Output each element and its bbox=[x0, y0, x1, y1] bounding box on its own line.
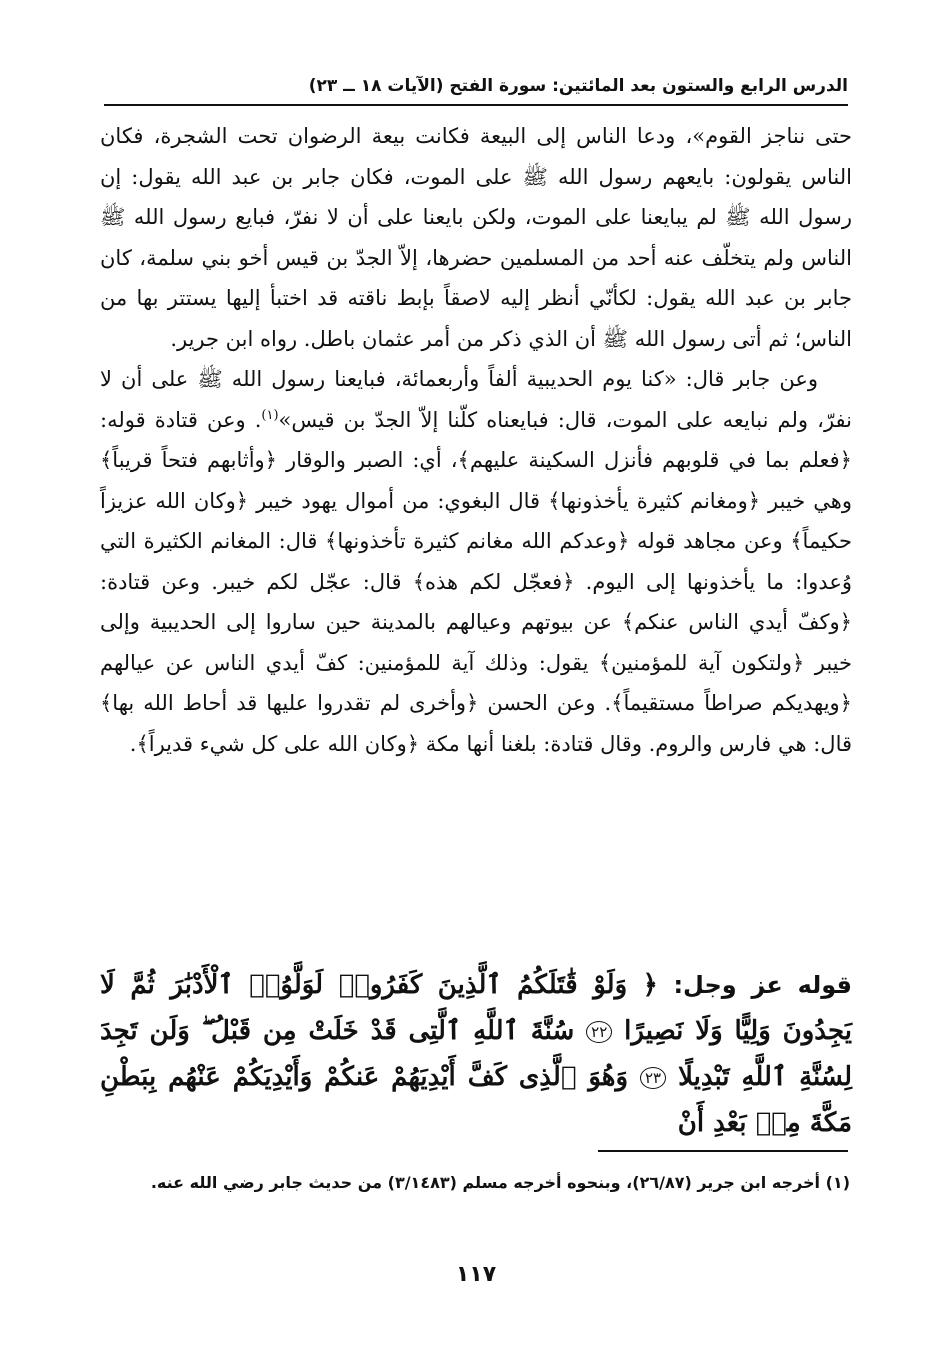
running-header: الدرس الرابع والستون بعد المائتين: سورة الفتح (الآيات ١٨ ــ ٢٣) bbox=[308, 76, 848, 96]
footnote-rule bbox=[598, 1150, 848, 1152]
verse-lead-in: قوله عز وجل: bbox=[673, 971, 852, 999]
paragraph-1: حتى نناجز القوم»، ودعا الناس إلى البيعة فكانت بيعة الرضوان تحت الشجرة، فكان الناس يقولون: بايعهم رسول الله ﷺ على الموت، فكان جابر بن عبد الله يقول: إن رسول الله ﷺ لم يبايعنا على الموت، ولكن بايعنا على أن لا نفرّ، فبايع رسول الله ﷺ الناس ولم يتخلّف عنه أحد من المسلمين حضرها، إلاّ الجدّ بن قيس أخو بني سلمة، كان جابر بن عبد الله يقول: لكأنّي أنظر إليه لاصقاً بإبط ناقته قد اختبأ إليها يستتر بها من الناس؛ ثم أتى رسول الله ﷺ أن الذي ذكر من أمر عثمان باطل. رواه ابن جرير. bbox=[100, 124, 852, 351]
page-number: ١١٧ bbox=[455, 1262, 497, 1287]
paragraph-2-part-1: وعن جابر قال: «كنا يوم الحديبية ألفاً وأربعمائة، فبايعنا رسول الله ﷺ على أن لا نفرّ، ولم نبايعه على الموت، قال: فبايعناه كلّنا إلاّ الجدّ بن قيس» bbox=[100, 367, 852, 432]
footnote bbox=[100, 1162, 850, 1204]
header-rule bbox=[104, 104, 848, 106]
main-text bbox=[100, 116, 852, 764]
paragraph-2-part-2: . وعن قتادة قوله: ﴿فعلم بما في قلوبهم فأنزل السكينة عليهم﴾، أي: الصبر والوقار ﴿وأثابهم فتحاً قريباً﴾ وهي خيبر ﴿ومغانم كثيرة يأخذونها﴾ قال البغوي: من أموال يهود خيبر ﴿وكان الله عزيزاً حكيماً﴾ وعن مجاهد قوله ﴿وعدكم الله مغانم كثيرة تأخذونها﴾ قال: المغانم الكثيرة التي وُعدوا: ما يأخذونها إلى اليوم. ﴿فعجّل لكم هذه﴾ قال: عجّل لكم خيبر. وعن قتادة: ﴿وكفّ أيدي الناس عنكم﴾ عن بيوتهم وعيالهم بالمدينة حين ساروا إلى الحديبية وإلى خيبر ﴿ولتكون آية للمؤمنين﴾ يقول: وذلك آية للمؤمنين: كفّ أيدي الناس عن عيالهم ﴿ويهديكم صراطاً مستقيماً﴾. وعن الحسن ﴿وأخرى لم تقدروا عليها قد أحاط الله بها﴾ قال: هي فارس والروم. وقال قتادة: بلغنا أنها مكة ﴿وكان الله على كل شيء قديراً﴾. bbox=[100, 407, 852, 756]
footnote-marker: (١) bbox=[825, 1173, 850, 1192]
footnote-reference: (١) bbox=[261, 407, 279, 423]
verse-22: ﴿ وَلَوْ قَٰتَلَكُمُ ٱلَّذِينَ كَفَرُوا۟ لَوَلَّوُا۟ ٱلْأَدْبَٰرَ ثُمَّ لَا يَجِدُونَ وَلِيًّا وَلَا نَصِيرًا bbox=[100, 970, 852, 1046]
ayah-number-23: ٢٣ bbox=[640, 1067, 666, 1089]
paragraph-2 bbox=[100, 359, 852, 764]
verse-24: وَهُوَ ٱلَّذِى كَفَّ أَيْدِيَهُمْ عَنكُمْ وَأَيْدِيَكُمْ عَنْهُم بِبَطْنِ مَكَّةَ مِنۢ بَعْدِ أَنْ bbox=[100, 1062, 852, 1138]
quran-verses bbox=[100, 962, 852, 1146]
ayah-number-22: ٢٢ bbox=[586, 1021, 612, 1043]
footnote-text: أخرجه ابن جرير (٢٦/٨٧)، وبنحوه أخرجه مسلم (٣/١٤٨٣) من حديث جابر رضي الله عنه. bbox=[150, 1173, 821, 1192]
verse-23: سُنَّةَ ٱللَّهِ ٱلَّتِى قَدْ خَلَتْ مِن قَبْلُ ۖ وَلَن تَجِدَ لِسُنَّةِ ٱللَّهِ تَبْدِيلًا bbox=[100, 1016, 852, 1092]
